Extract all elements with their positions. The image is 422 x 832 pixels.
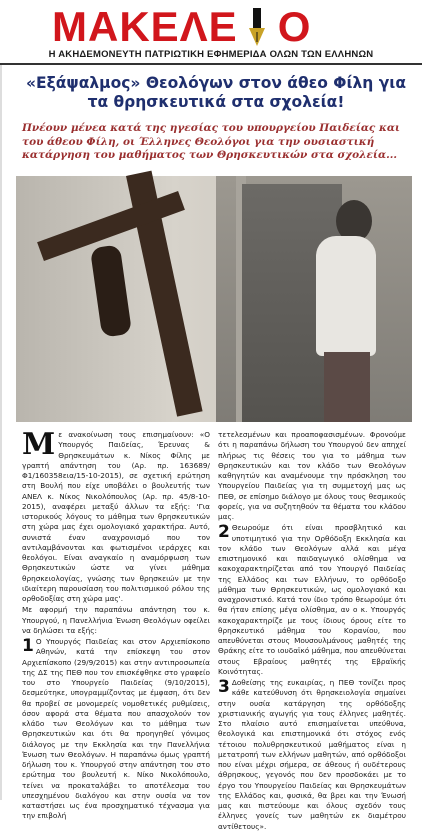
paragraph-point-2 bbox=[218, 523, 406, 677]
article-headline: «Εξάψαλμος» Θεολόγων στον άθεο Φίλη για τα θρησκευτικά στα σχολεία! bbox=[26, 74, 406, 111]
paragraph-point-1-text: Ο Υπουργός Παιδείας και στον Αρχιεπίσκοπο Αθηνών, κατά την επίσκεψη του στον Αρχιεπίσκοπο (29/9/2015) και στην αντιπροσωπεία της ΔΣ της ΠΕΘ που τον επισκέφθηκε στο γραφείο του στο Υπουργείο Παιδείας (9/10/2015), δεσμεύτηκε, υπογραμμίζοντας με έμφαση, ότι δεν θα προβεί σε μονομερείς νομοθετικές ρυθμίσεις, όσον αφορά στα θέματα που απασχολούν τον κλάδο των Θεολόγων και το μάθημα των Θρησκευτικών και ότι θα προηγηθεί γόνιμος διάλογος με την Εκκλησία και την Πανελλήνια Ένωση των Θεολόγων. Η παραπάνω όμως γραπτή δήλωση του κ. Υπουργού στην απάντηση του στο ερώτημα του βουλευτή κ. Νίκο Νικολόπουλο, τείνει να προκαταλάβει το αποτέλεσμα του υπεσχημένου διαλόγου και στην ουσία να τον καταστήσει ως ένα προσχηματικό τέχνασμα για την επιβολή bbox=[22, 637, 210, 821]
masthead bbox=[0, 0, 422, 62]
page-edge bbox=[0, 65, 2, 800]
paragraph-intro bbox=[22, 427, 210, 604]
logo-text-left: ΜΑΚΕΛΕ bbox=[52, 3, 238, 50]
point-number-3: 3 bbox=[218, 677, 230, 697]
photo-student-body bbox=[316, 236, 376, 356]
article-lead: Πνέουν μένεα κατά της ηγεσίας του υπουργείου Παιδείας και του άθεου Φίλη, οι Έλληνες Θεολόγοι για την ουσιαστική κατάργηση του μαθήματος των Θρησκευτικών στα σχολεία... bbox=[22, 122, 400, 161]
photo-crucifix-figure bbox=[90, 244, 132, 337]
point-number-2: 2 bbox=[218, 522, 230, 543]
masthead-tagline: Η ΑΚΗΔΕΜΟΝΕΥΤΗ ΠΑΤΡΙΩΤΙΚΗ ΕΦΗΜΕΡΙΔΑ ΟΛΩΝ ΤΩΝ ΕΛΛΗΝΩΝ bbox=[48, 49, 374, 60]
pen-nib-icon bbox=[244, 8, 270, 46]
article-photo bbox=[16, 176, 412, 422]
masthead-divider bbox=[0, 63, 422, 65]
drop-cap: Μ bbox=[22, 427, 56, 462]
article-column-right bbox=[218, 430, 406, 831]
article-column-left bbox=[22, 427, 210, 821]
paragraph-point-3-text: Δοθείσης της ευκαιρίας, η ΠΕΘ τονίζει προς κάθε κατεύθυνση ότι θρησκειολογία σημαίνει στην ουσία κατάργηση της ορθόδοξης χριστιανικής αγωγής για τους έλληνες μαθητές. Στο πλαίσιο αυτό επισημαίνεται υπεύθυνα, θεολογικά και επιστημονικά ότι στόχος ενός τέτοιου πολυθρησκευτικού μαθήματος είναι η μετατροπή των ελλήνων μαθητών, από ορθόδοξοι που είναι μέχρι σήμερα, σε άθεους ή ουδέτερους άθρησκους, γεγονός που δεν προσδοκάει με το έργο του Υπουργείου Παιδείας και Θρησκευμάτων της Ελλάδος και, φυσικά, θα βρει και την Ένωσή μας και πιστεύουμε και όλους σχεδόν τους έλληνες γονείς των μαθητών εκ διαμέτρου αντίθετους». bbox=[218, 678, 406, 831]
paragraph-point-2-text: Θεωρούμε ότι είναι προσβλητικό και υποτιμητικό για την Ορθόδοξη Εκκλησία και τον κλάδο των Θεολόγων αλλά και μέγα επιστημονικό και παιδαγωγικό ολίσθημα να κακοχαρακτηρίζεται από τον Υπουργό Παιδείας της Ελλάδος και των Ελλήνων, το ορθόδοξο μάθημα των Θρησκευτικών, ως ομολογιακό και αναχρονιστικό. Κατά τον ίδιο τρόπο θεωρούμε ότι θα ήταν επίσης μέγα ολίσθημα, αν ο κ. Υπουργός κακοχαρακτηρίζε με τους ίδιους όρους είτε το θρησκευτικό μάθημα του Κορανίου, που απευθύνεται στους Μουσουλμάνους μαθητές της Θράκης είτε το ιουδαϊκό μάθημα, που απευθύνεται στους Εβραίους μαθητές της Εβραϊκής Κοινότητας. bbox=[218, 523, 406, 676]
paragraph-point-1 bbox=[22, 637, 210, 822]
point-number-1: 1 bbox=[22, 636, 34, 656]
logo-text-right: Ο bbox=[277, 3, 312, 50]
newspaper-logo[interactable] bbox=[52, 3, 410, 50]
paragraph-intro-text: ε ανακοίνωση τους επισημαίνουν: «Ο Υπουργός Παιδείας, Έρευνας & Θρησκευμάτων κ. Νίκος Φίλης με γραπτή απάντηση του (Αρ. πρ. 163689/Φ1/160358εια/15-10-2015), σε σχετική ερώτηση στη Βουλή που είχε υποβάλει ο βουλευτής των ΑΝΕΛ κ. Νίκος Νικολόπουλος (Αρ. πρ. 45/8-10-2015), αναφέρει μεταξύ άλλων τα εξής: 'Για ιστορικούς λόγους το μάθημα των θρησκευτικών στη χώρα μας έχει ομολογιακό χαρακτήρα. Αυτό, συνιστά έναν αναχρονισμό που τον αντιλαμβάνονται και φωτισμένοι ιεράρχες και θεολόγοι. Είναι αναγκαίο η αναμόρφωση των Θρησκευτικών ώστε να γίνει μάθημα θρησκειολογίας, γνώσης των θρησκειών με την ιδιαίτερη παρουσίαση του πολιτισμικού ρόλου της ορθοδοξίας στη χώρα μας'. bbox=[22, 430, 210, 603]
paragraph-continuation: τετελεσμένων και προαποφασισμένων. Φρονούμε ότι η παραπάνω δήλωση του Υπουργού δεν απηχεί πλήρως τις θέσεις του για το μάθημα των Θρησκευτικών και τον κλάδο των Θεολόγων καθηγητών και αναμένουμε την πρόσκληση του Υπουργείου Παιδείας για τη συμμετοχή μας ως ΠΕΘ, σε επίσημο διάλογο με όλους τους θεσμικούς φορείς, για να συζητηθούν τα θέματα του κλάδου μας. bbox=[218, 430, 406, 521]
paragraph-occasion: Με αφορμή την παραπάνω απάντηση του κ. Υπουργού, η Πανελλήνια Ένωση Θεολόγων οφείλει να δηλώσει τα εξής: bbox=[22, 605, 210, 635]
photo-student-legs bbox=[324, 352, 370, 422]
paragraph-point-3 bbox=[218, 678, 406, 832]
